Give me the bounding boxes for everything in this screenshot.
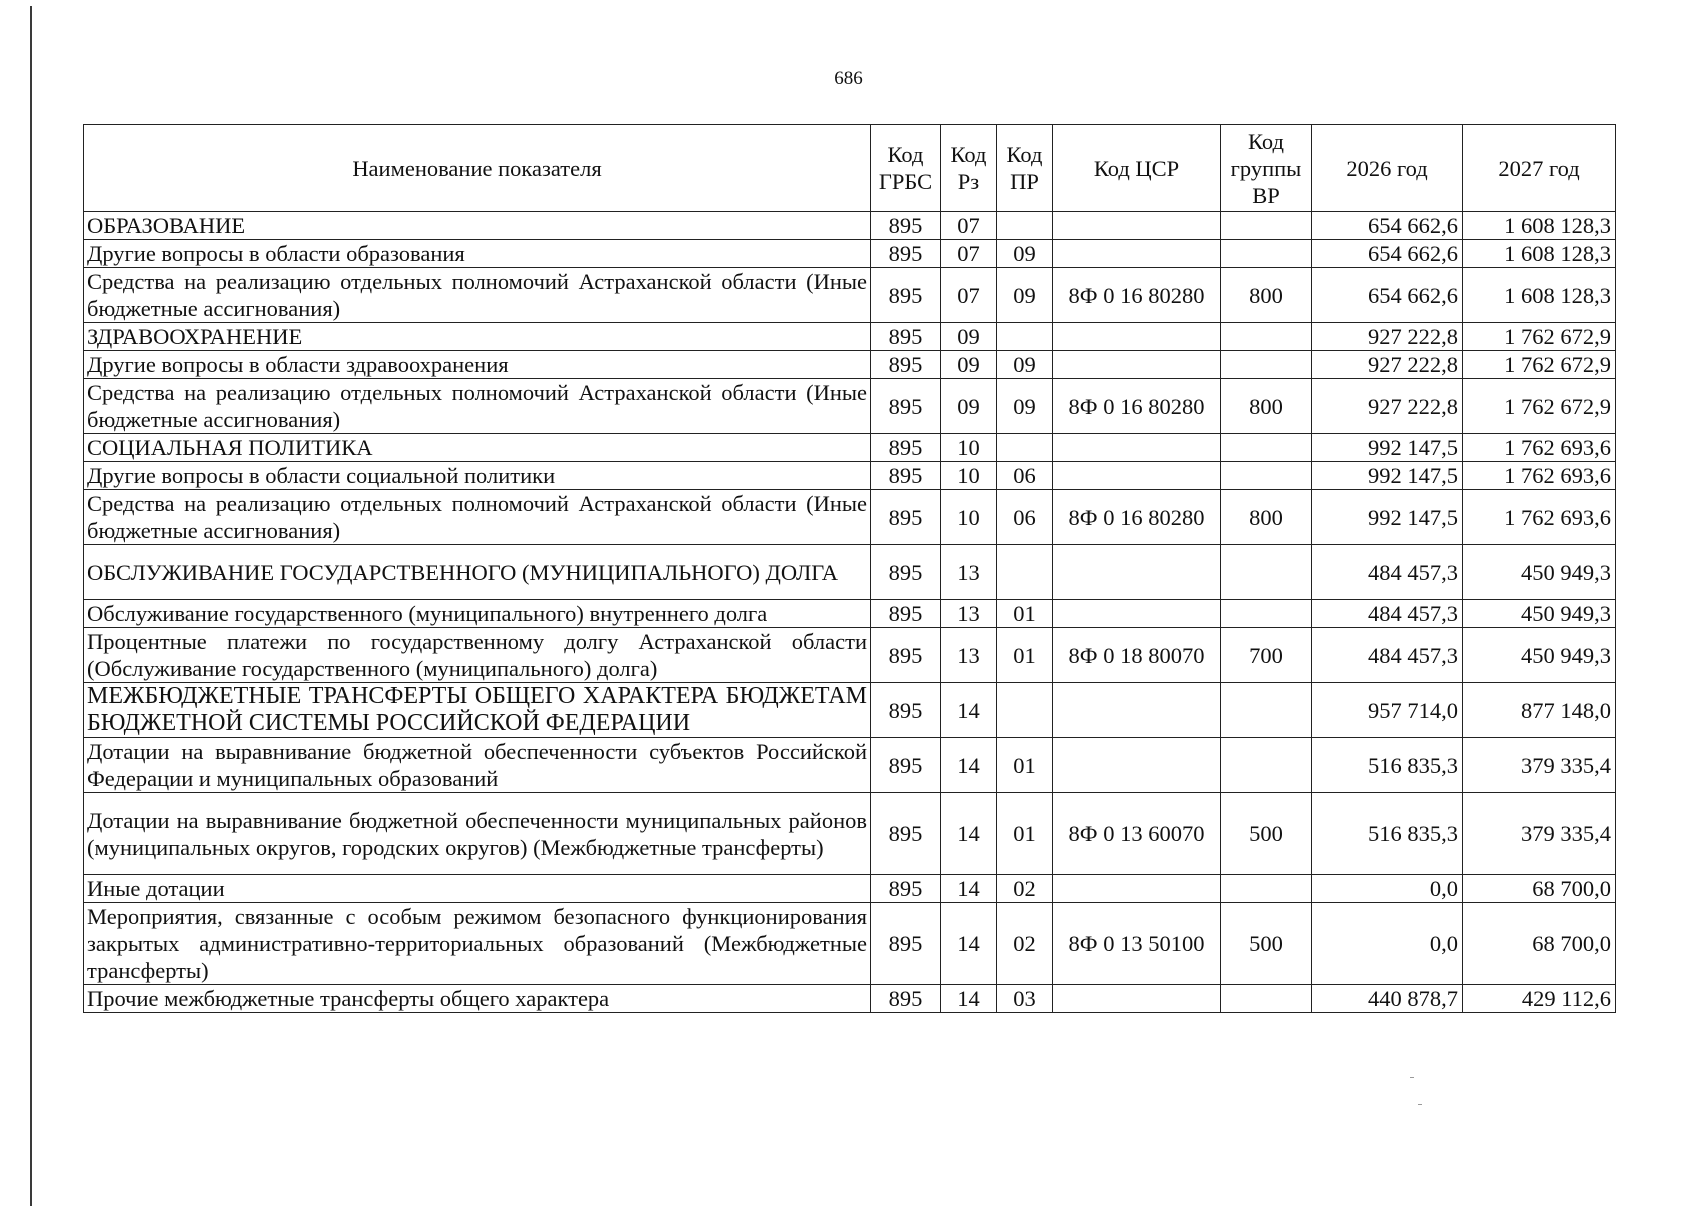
table-row [84,434,1616,462]
row-y2026-cell: 654 662,6 [1312,268,1463,323]
table-row [84,240,1616,268]
row-name-cell: МЕЖБЮДЖЕТНЫЕ ТРАНСФЕРТЫ ОБЩЕГО ХАРАКТЕРА БЮДЖЕТАМ БЮДЖЕТНОЙ СИСТЕМЫ РОССИЙСКОЙ ФЕДЕРАЦИИ [84,683,871,738]
table-row [84,683,1616,738]
header-rz: Код Рз [941,125,997,212]
row-grbs-cell: 895 [871,240,941,268]
row-grbs-cell: 895 [871,738,941,793]
row-name-cell: Средства на реализацию отдельных полномочий Астраханской области (Иные бюджетные ассигнования) [84,490,871,545]
row-y2026-cell: 957 714,0 [1312,683,1463,738]
row-pr-cell: 09 [997,379,1053,434]
row-rz-cell: 14 [941,738,997,793]
row-csr-cell [1053,240,1221,268]
row-y2026-cell: 0,0 [1312,875,1463,903]
row-vr-cell [1221,738,1312,793]
row-y2027-cell: 68 700,0 [1463,903,1616,985]
row-y2026-cell: 927 222,8 [1312,351,1463,379]
row-vr-cell: 500 [1221,903,1312,985]
row-pr-cell [997,434,1053,462]
row-name-cell: Обслуживание государственного (муниципального) внутреннего долга [84,600,871,628]
row-pr-cell: 01 [997,600,1053,628]
row-rz-cell: 14 [941,985,997,1013]
row-y2026-cell: 992 147,5 [1312,462,1463,490]
table-row [84,351,1616,379]
row-pr-cell: 09 [997,351,1053,379]
row-grbs-cell: 895 [871,462,941,490]
row-grbs-cell: 895 [871,600,941,628]
table-row [84,379,1616,434]
row-vr-cell: 500 [1221,793,1312,875]
row-name-cell: Дотации на выравнивание бюджетной обеспеченности субъектов Российской Федерации и муниципальных образований [84,738,871,793]
row-grbs-cell: 895 [871,985,941,1013]
row-y2027-cell: 450 949,3 [1463,545,1616,600]
row-y2026-cell: 927 222,8 [1312,323,1463,351]
row-pr-cell [997,212,1053,240]
table-row [84,545,1616,600]
row-name-cell: Другие вопросы в области здравоохранения [84,351,871,379]
budget-table [83,124,1616,1013]
row-vr-cell [1221,240,1312,268]
row-rz-cell: 10 [941,434,997,462]
table-row [84,323,1616,351]
row-name-cell: Процентные платежи по государственному долгу Астраханской области (Обслуживание государственного (муниципального) долга) [84,628,871,683]
row-y2027-cell: 1 762 672,9 [1463,323,1616,351]
row-y2026-cell: 484 457,3 [1312,600,1463,628]
table-row [84,985,1616,1013]
row-pr-cell: 01 [997,738,1053,793]
row-pr-cell: 03 [997,985,1053,1013]
row-pr-cell: 02 [997,903,1053,985]
row-rz-cell: 07 [941,240,997,268]
scan-speck [1418,1104,1422,1105]
row-grbs-cell: 895 [871,628,941,683]
row-grbs-cell: 895 [871,268,941,323]
row-pr-cell [997,545,1053,600]
row-csr-cell [1053,434,1221,462]
row-y2026-cell: 927 222,8 [1312,379,1463,434]
row-name-cell: СОЦИАЛЬНАЯ ПОЛИТИКА [84,434,871,462]
page-number: 686 [834,68,863,89]
row-csr-cell: 8Ф 0 16 80280 [1053,490,1221,545]
row-vr-cell: 800 [1221,490,1312,545]
table-row [84,462,1616,490]
row-y2026-cell: 440 878,7 [1312,985,1463,1013]
row-rz-cell: 13 [941,628,997,683]
row-y2026-cell: 654 662,6 [1312,212,1463,240]
row-pr-cell: 09 [997,240,1053,268]
row-rz-cell: 14 [941,875,997,903]
row-pr-cell: 06 [997,462,1053,490]
row-name-cell: Мероприятия, связанные с особым режимом безопасного функционирования закрытых административно-территориальных образований (Межбюджетные трансферты) [84,903,871,985]
row-grbs-cell: 895 [871,793,941,875]
row-csr-cell: 8Ф 0 13 60070 [1053,793,1221,875]
row-y2027-cell: 379 335,4 [1463,738,1616,793]
row-name-cell: Другие вопросы в области социальной политики [84,462,871,490]
row-rz-cell: 14 [941,793,997,875]
row-grbs-cell: 895 [871,351,941,379]
row-y2026-cell: 992 147,5 [1312,490,1463,545]
row-vr-cell [1221,351,1312,379]
row-y2027-cell: 429 112,6 [1463,985,1616,1013]
row-y2026-cell: 484 457,3 [1312,545,1463,600]
row-vr-cell [1221,434,1312,462]
header-2026: 2026 год [1312,125,1463,212]
row-grbs-cell: 895 [871,545,941,600]
row-csr-cell [1053,738,1221,793]
table-row [84,600,1616,628]
header-grbs: Код ГРБС [871,125,941,212]
header-name: Наименование показателя [84,125,871,212]
row-pr-cell: 09 [997,268,1053,323]
row-y2027-cell: 877 148,0 [1463,683,1616,738]
row-rz-cell: 14 [941,683,997,738]
row-vr-cell [1221,600,1312,628]
row-name-cell: Средства на реализацию отдельных полномочий Астраханской области (Иные бюджетные ассигнования) [84,379,871,434]
row-name-cell: Средства на реализацию отдельных полномочий Астраханской области (Иные бюджетные ассигнования) [84,268,871,323]
row-name-cell: Дотации на выравнивание бюджетной обеспеченности муниципальных районов (муниципальных округов, городских округов) (Межбюджетные трансферты) [84,793,871,875]
row-vr-cell [1221,683,1312,738]
row-y2026-cell: 516 835,3 [1312,793,1463,875]
row-rz-cell: 10 [941,462,997,490]
row-grbs-cell: 895 [871,323,941,351]
row-grbs-cell: 895 [871,490,941,545]
row-csr-cell [1053,985,1221,1013]
row-name-cell: Другие вопросы в области образования [84,240,871,268]
row-vr-cell [1221,323,1312,351]
row-name-cell: ОБРАЗОВАНИЕ [84,212,871,240]
row-csr-cell [1053,600,1221,628]
row-csr-cell [1053,875,1221,903]
header-csr: Код ЦСР [1053,125,1221,212]
row-y2027-cell: 379 335,4 [1463,793,1616,875]
row-pr-cell: 02 [997,875,1053,903]
table-row [84,490,1616,545]
row-grbs-cell: 895 [871,379,941,434]
table-row [84,903,1616,985]
row-grbs-cell: 895 [871,903,941,985]
row-vr-cell: 700 [1221,628,1312,683]
row-vr-cell [1221,212,1312,240]
row-csr-cell [1053,683,1221,738]
row-pr-cell [997,683,1053,738]
table-row [84,628,1616,683]
row-rz-cell: 13 [941,600,997,628]
table-row [84,738,1616,793]
row-y2027-cell: 68 700,0 [1463,875,1616,903]
row-pr-cell: 06 [997,490,1053,545]
row-y2026-cell: 484 457,3 [1312,628,1463,683]
row-y2027-cell: 450 949,3 [1463,600,1616,628]
row-vr-cell: 800 [1221,268,1312,323]
row-name-cell: ЗДРАВООХРАНЕНИЕ [84,323,871,351]
row-grbs-cell: 895 [871,683,941,738]
header-vr: Код группы ВР [1221,125,1312,212]
row-y2026-cell: 654 662,6 [1312,240,1463,268]
row-csr-cell: 8Ф 0 16 80280 [1053,268,1221,323]
row-grbs-cell: 895 [871,212,941,240]
row-y2026-cell: 516 835,3 [1312,738,1463,793]
row-y2027-cell: 1 762 672,9 [1463,379,1616,434]
row-grbs-cell: 895 [871,875,941,903]
row-pr-cell: 01 [997,628,1053,683]
table-body [84,212,1616,1013]
row-rz-cell: 09 [941,323,997,351]
row-y2027-cell: 1 608 128,3 [1463,268,1616,323]
table-header-row [84,125,1616,212]
table-row [84,875,1616,903]
row-csr-cell: 8Ф 0 16 80280 [1053,379,1221,434]
scan-margin-line [30,6,32,1206]
row-y2027-cell: 1 762 693,6 [1463,490,1616,545]
row-rz-cell: 13 [941,545,997,600]
table-row [84,793,1616,875]
row-vr-cell [1221,462,1312,490]
row-vr-cell [1221,985,1312,1013]
row-vr-cell [1221,875,1312,903]
row-pr-cell: 01 [997,793,1053,875]
row-y2027-cell: 1 762 693,6 [1463,462,1616,490]
row-grbs-cell: 895 [871,434,941,462]
row-csr-cell [1053,462,1221,490]
row-csr-cell: 8Ф 0 13 50100 [1053,903,1221,985]
row-rz-cell: 10 [941,490,997,545]
row-vr-cell [1221,545,1312,600]
row-vr-cell: 800 [1221,379,1312,434]
row-y2026-cell: 0,0 [1312,903,1463,985]
row-rz-cell: 09 [941,351,997,379]
row-csr-cell [1053,323,1221,351]
row-rz-cell: 14 [941,903,997,985]
row-name-cell: Иные дотации [84,875,871,903]
row-y2027-cell: 1 762 672,9 [1463,351,1616,379]
row-y2027-cell: 1 608 128,3 [1463,212,1616,240]
row-y2026-cell: 992 147,5 [1312,434,1463,462]
row-csr-cell: 8Ф 0 18 80070 [1053,628,1221,683]
row-rz-cell: 09 [941,379,997,434]
row-csr-cell [1053,351,1221,379]
table-row [84,268,1616,323]
header-2027: 2027 год [1463,125,1616,212]
row-y2027-cell: 450 949,3 [1463,628,1616,683]
row-rz-cell: 07 [941,268,997,323]
row-csr-cell [1053,545,1221,600]
table-row [84,212,1616,240]
header-pr: Код ПР [997,125,1053,212]
row-name-cell: Прочие межбюджетные трансферты общего характера [84,985,871,1013]
row-csr-cell [1053,212,1221,240]
row-y2027-cell: 1 608 128,3 [1463,240,1616,268]
row-rz-cell: 07 [941,212,997,240]
row-y2027-cell: 1 762 693,6 [1463,434,1616,462]
row-pr-cell [997,323,1053,351]
scan-speck [1410,1077,1414,1078]
row-name-cell: ОБСЛУЖИВАНИЕ ГОСУДАРСТВЕННОГО (МУНИЦИПАЛЬНОГО) ДОЛГА [84,545,871,600]
